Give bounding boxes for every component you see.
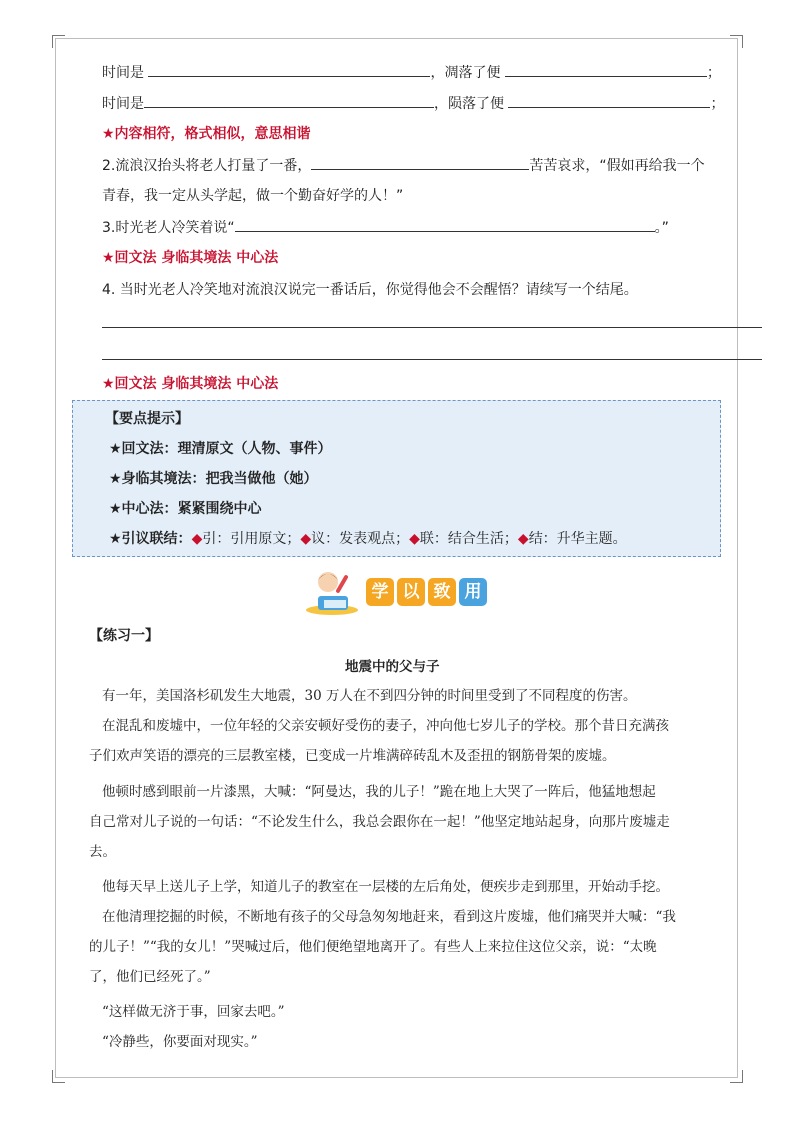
method-hint: ★回文法 身临其境法 中心法 (102, 250, 279, 266)
key-point-text: 理清原文（人物、事件） (177, 441, 332, 457)
fill-line-1 (102, 62, 721, 83)
answer-blank[interactable] (235, 217, 655, 232)
key-point-item (109, 469, 318, 489)
passage-line: 了，他们已经死了。” (89, 969, 211, 985)
question-4: 4. 当时光老人冷笑地对流浪汉说完一番话后，你觉得他会不会醒悟？请续写一个结尾。 (102, 282, 638, 298)
section-banner (304, 566, 490, 616)
question-2-cont: 青春，我一定从头学起，做一个勤奋好学的人！” (102, 188, 404, 204)
fill-line-end: ； (710, 96, 725, 112)
corner-mark (52, 35, 65, 48)
key-point-item (109, 499, 262, 519)
passage-line: 的儿子！”“我的女儿！”哭喊过后，他们便绝望地离开了。有些人上来拉住这位父亲，说：“太晚 (89, 939, 657, 955)
corner-mark (730, 35, 743, 48)
passage-line: 在混乱和废墟中，一位年轻的父亲安顿好受伤的妻子，冲向他七岁儿子的学校。那个昔日充满孩 (102, 718, 669, 734)
answer-blank[interactable] (505, 62, 707, 77)
answer-blank[interactable] (144, 93, 434, 108)
key-point-text: 紧紧围绕中心 (177, 501, 262, 517)
passage-line: 子们欢声笑语的漂亮的三层教室楼，已变成一片堆满碎砖乱木及歪扭的钢筋骨架的废墟。 (89, 748, 616, 764)
question-text: 。” (654, 220, 669, 236)
fill-line-end: ； (706, 65, 721, 81)
fill-line-2 (102, 93, 724, 114)
key-points-title: 【要点提示】 (105, 411, 189, 427)
corner-mark (52, 1070, 65, 1083)
question-text: 3.时光老人冷笑着说“ (102, 220, 235, 236)
key-point-label: ★引议联结： (109, 531, 192, 547)
exercise-label: 【练习一】 (89, 628, 159, 644)
passage-line: 在他清理挖掘的时候，不断地有孩子的父母急匆匆地赶来，看到这片废墟，他们痛哭并大喊：“我 (102, 909, 676, 925)
fill-line-mid: ，陨落了便 (434, 96, 504, 112)
passage-line: 他顿时感到眼前一片漆黑，大喊：“阿曼达，我的儿子！”跪在地上大哭了一阵后，他猛地想起 (102, 784, 656, 800)
question-2 (102, 155, 705, 176)
answer-line[interactable] (102, 327, 762, 328)
passage-line: 去。 (89, 844, 116, 860)
passage-line: 自己常对儿子说的一句话：“不论发生什么，我总会跟你在一起！”他坚定地站起身，向那片废墟走 (89, 814, 670, 830)
fill-line-prefix: 时间是 (102, 65, 144, 81)
passage-line: “这样做无济于事，回家去吧。” (102, 1004, 285, 1020)
banner-char: 致 (428, 578, 456, 606)
fill-line-prefix: 时间是 (102, 96, 144, 112)
question-text: 2.流浪汉抬头将老人打量了一番， (102, 158, 312, 174)
question-3 (102, 217, 669, 238)
answer-blank[interactable] (148, 62, 430, 77)
banner-char: 用 (459, 578, 487, 606)
key-points-box (72, 400, 721, 557)
answer-blank[interactable] (311, 155, 529, 170)
passage-line: 他每天早上送儿子上学，知道儿子的教室在一层楼的左后角处，便疾步走到那里，开始动手挖。 (102, 879, 669, 895)
question-text: 苦苦哀求，“假如再给我一个 (529, 158, 705, 174)
banner-char: 学 (366, 578, 394, 606)
key-point-label: ★中心法： (109, 501, 178, 517)
key-point-label: ★身临其境法： (109, 471, 206, 487)
fill-line-mid: ，凋落了便 (430, 65, 501, 81)
key-point-text: ◆引：引用原文；◆议：发表观点；◆联：结合生活；◆结：升华主题。 (191, 531, 627, 547)
answer-line[interactable] (102, 359, 762, 360)
answer-blank[interactable] (508, 93, 710, 108)
key-point-label: ★回文法： (109, 441, 178, 457)
passage-line: 有一年，美国洛杉矶发生大地震，30 万人在不到四分钟的时间里受到了不同程度的伤害。 (102, 688, 637, 704)
method-hint: ★回文法 身临其境法 中心法 (102, 376, 279, 392)
banner-char: 以 (397, 578, 425, 606)
student-icon (304, 566, 360, 616)
passage-title: 地震中的父与子 (345, 659, 440, 675)
corner-mark (730, 1070, 743, 1083)
key-point-item (109, 529, 627, 549)
key-point-text: 把我当做他（她） (205, 471, 318, 487)
passage-line: “冷静些，你要面对现实。” (102, 1034, 258, 1050)
method-hint: ★内容相符，格式相似，意思相谐 (102, 126, 311, 142)
key-point-item (109, 439, 332, 459)
